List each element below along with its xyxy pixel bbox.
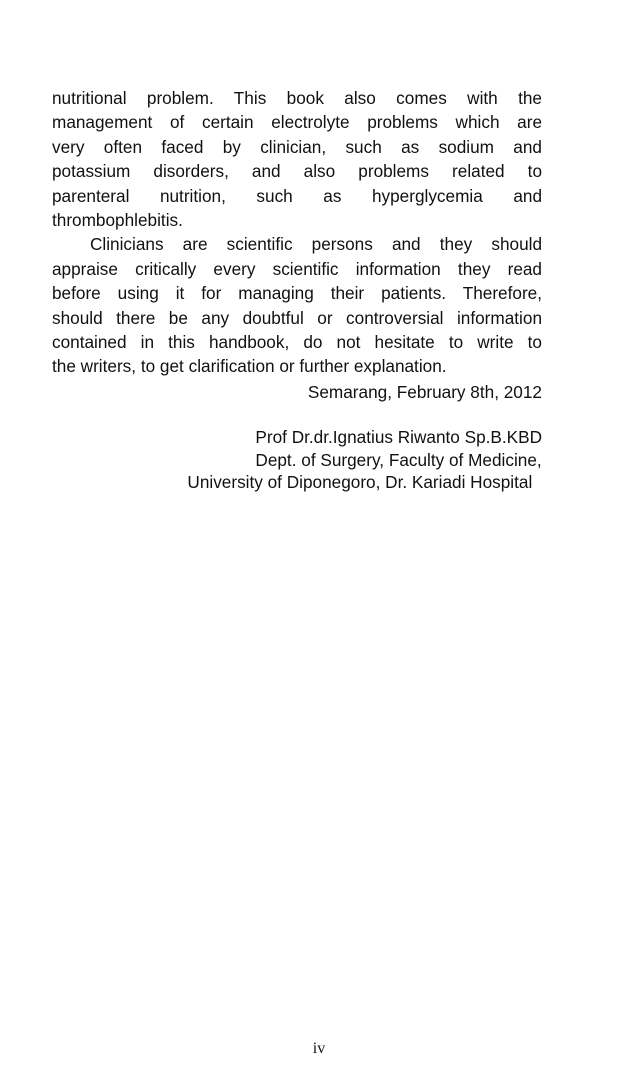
place-date: Semarang, February 8th, 2012 (307, 382, 542, 402)
text-line: should there be any doubtful or controversial information (52, 307, 542, 328)
author-institution: University of Diponegoro, Dr. Kariadi Hospital (187, 472, 533, 492)
text-line: before using it for managing their patients. Therefore, (52, 283, 542, 304)
signature-block (52, 380, 542, 492)
text-line: appraise critically every scientific information they read (52, 258, 542, 279)
text-line: very often faced by clinician, such as sodium and (52, 136, 542, 157)
page-number: iv (312, 1040, 326, 1057)
author-department: Dept. of Surgery, Faculty of Medicine, (255, 449, 542, 470)
text-line: contained in this handbook, do not hesitate to write to (52, 331, 542, 352)
text-line: Clinicians are scientific persons and they should (90, 234, 542, 255)
text-line: management of certain electrolyte problems which are (52, 112, 542, 133)
text-line: potassium disorders, and also problems related to (52, 161, 542, 182)
author-block (187, 425, 542, 493)
author-name: Prof Dr.dr.Ignatius Riwanto Sp.B.KBD (255, 427, 542, 447)
text-line: thrombophlebitis. (52, 209, 183, 230)
text-line: parenteral nutrition, such as hyperglycemia and (52, 185, 542, 206)
text-line: the writers, to get clarification or further explanation. (52, 356, 447, 377)
preface-body (52, 86, 542, 379)
text-line: nutritional problem. This book also comes with the (52, 88, 542, 108)
